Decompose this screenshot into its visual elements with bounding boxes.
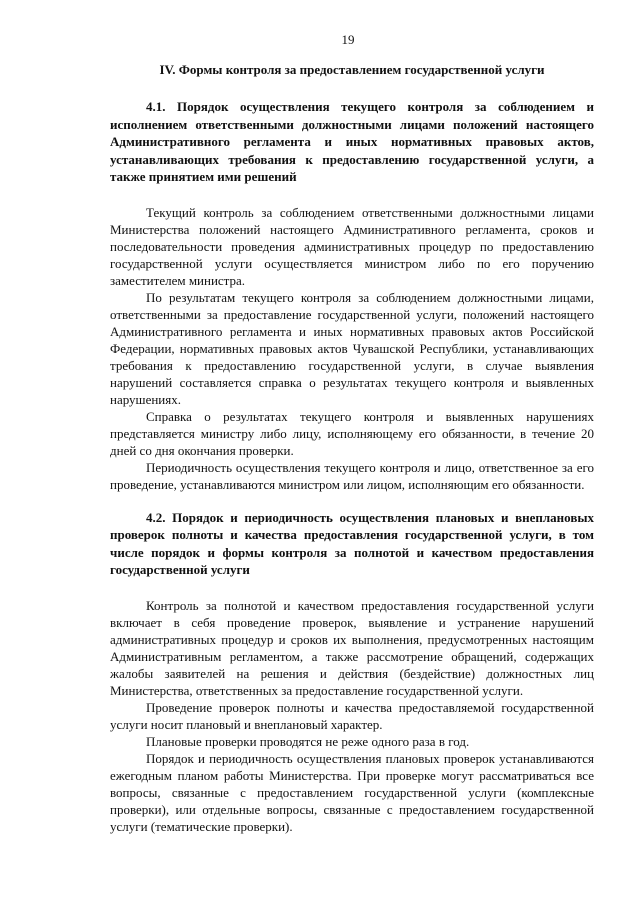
paragraph: Порядок и периодичность осуществления плановых проверок устанавливаются ежегодным планом работы Министерства. При проверке могут рассматриваться все вопросы, связанные с предоставлением государственной услуги (комплексные проверки), или отдельные вопросы, связанные с предоставлением государственной услуги (тематические проверки). [110,750,594,834]
paragraph: Плановые проверки проводятся не реже одного раза в год. [146,733,470,749]
spacer [110,493,594,509]
subsection-4-2-heading: 4.2. Порядок и периодичность осуществления плановых и внеплановых проверок полноты и качества предоставления государственной услуги, в том числе порядок и формы контроля за полнотой и качеством предоставления государственной услуги [110,509,594,577]
spacer [110,579,594,597]
document-page [110,32,594,835]
paragraph: По результатам текущего контроля за соблюдением должностными лицами, ответственными за предоставление государственной услуги, положений настоящего Административного регламента и иных нормативных правовых актов Российской Федерации, нормативных правовых актов Чувашской Республики, устанавливающих требования к предоставлению государственной услуги, в случае выявления нарушений составляется справка о результатах текущего контроля и выявленных нарушениях. [110,289,594,407]
paragraph: Контроль за полнотой и качеством предоставления государственной услуги включает в себя проведение проверок, выявление и устранение нарушений административных процедур и сроков их выполнения, предусмотренных настоящим Административным регламентом, а также рассмотрение обращений, содержащих жалобы заявителей на решения и действия (бездействие) должностных лиц Министерства, ответственных за предоставление государственной услуги. [110,597,594,698]
subsection-4-1-heading: 4.1. Порядок осуществления текущего контроля за соблюдением и исполнением ответственными должностными лицами положений настоящего Административного регламента и иных нормативных правовых актов, устанавливающих требования к предоставлению государственной услуги, а также принятием ими решений [110,99,594,184]
spacer [110,186,594,204]
paragraph: Справка о результатах текущего контроля и выявленных нарушениях представляется министру либо лицу, исполняющему его обязанности, в течение 20 дней со дня окончания проверки. [110,408,594,458]
paragraph: Проведение проверок полноты и качества предоставляемой государственной услуги носит плановый и внеплановый характер. [110,699,594,732]
section-title: IV. Формы контроля за предоставлением государственной услуги [159,62,545,77]
paragraph: Текущий контроль за соблюдением ответственными должностными лицами Министерства положений настоящего Административного регламента, сроков и последовательности проведения административных процедур по предоставлению государственной услуги осуществляется министром либо по его поручению заместителем министра. [110,204,594,288]
paragraph: Периодичность осуществления текущего контроля и лицо, ответственное за его проведение, устанавливаются министром или лицом, исполняющим его обязанности. [110,459,594,492]
page-number: 19 [341,32,355,47]
